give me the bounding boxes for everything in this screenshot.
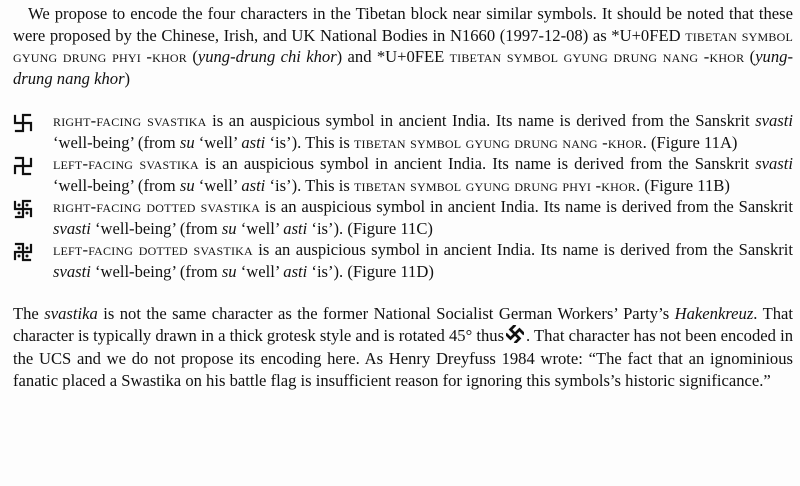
- character-name-nang-khor: tibetan symbol gyung drung nang -khor: [449, 47, 745, 66]
- entry-name: left-facing dotted svastika: [53, 240, 253, 259]
- right-facing-dotted-svastika-icon: [13, 196, 53, 219]
- rotated-hakenkreuz-icon: [506, 325, 524, 349]
- svastika-entry: [13, 239, 793, 282]
- entry-reference: tibetan symbol gyung drung phyi -khor: [353, 175, 637, 195]
- left-facing-svastika-icon: [13, 153, 53, 176]
- entry-name: left-facing svastika: [53, 154, 199, 173]
- svastika-entry: [13, 153, 793, 196]
- entry-description: left-facing svastika is an auspicious symbol in ancient India. Its name is derived from the Sanskrit svasti ‘well-being’ (from su ‘well’ asti ‘is’). This is tibetan symbol gyung drung phyi -khor. (Figure 11B): [53, 154, 793, 195]
- document-page: [13, 3, 793, 391]
- intro-paragraph: We propose to encode the four characters in the Tibetan block near similar symbols. It should be noted that these were proposed by the Chinese, Irish, and UK National Bodies in N1660 (1997-12-08) as *U+0FED tibetan symbol gyung drung phyi -khor (yung-drung chi khor) and *U+0FEE tibetan symbol gyung drung nang -khor (yung-drung nang khor): [13, 4, 793, 88]
- intro-text: We propose to encode the four characters in the Tibetan block near similar symbols. It should be noted that these were proposed by the Chinese, Irish, and UK National Bodies in N1660 (1997-12-08) as *U+0FED: [13, 4, 793, 45]
- entry-name: right-facing dotted svastika: [53, 197, 261, 216]
- entry-description: right-facing dotted svastika is an auspicious symbol in ancient India. Its name is derived from the Sanskrit svasti ‘well-being’ (from su ‘well’ asti ‘is’). (Figure 11C): [53, 197, 793, 238]
- transliteration-nang-khor: yung-drung nang khor: [13, 47, 793, 88]
- entry-description: right-facing svastika is an auspicious symbol in ancient India. Its name is derived from the Sanskrit svasti ‘well-being’ (from su ‘well’ asti ‘is’). This is tibetan symbol gyung drung nang -khor. (Figure 11A): [53, 111, 793, 152]
- closing-paragraph: The svastika is not the same character as the former National Socialist German Workers’ Party’s Hakenkreuz. That character is typically drawn in a thick grotesk style and is rotated 45° thus . That character has not been encoded in the UCS and we do not propose its encoding here. As Henry Dreyfuss 1984 wrote: “The fact that an ignominious fanatic placed a Swastika on his battle flag is insufficient reason for ignoring this symbols’s historic significance.”: [13, 304, 794, 390]
- svastika-entry: [13, 196, 793, 239]
- entry-reference: tibetan symbol gyung drung nang -khor: [353, 132, 643, 152]
- svastika-entry: [13, 110, 793, 153]
- character-name-phyi-khor: tibetan symbol gyung drung phyi -khor: [13, 25, 793, 66]
- entry-description: left-facing dotted svastika is an auspicious symbol in ancient India. Its name is derived from the Sanskrit svasti ‘well-being’ (from su ‘well’ asti ‘is’). (Figure 11D): [53, 240, 793, 281]
- transliteration-chi-khor: yung-drung chi khor: [197, 47, 337, 66]
- entry-name: right-facing svastika: [53, 111, 207, 130]
- right-facing-svastika-icon: [13, 110, 53, 133]
- left-facing-dotted-svastika-icon: [13, 239, 53, 262]
